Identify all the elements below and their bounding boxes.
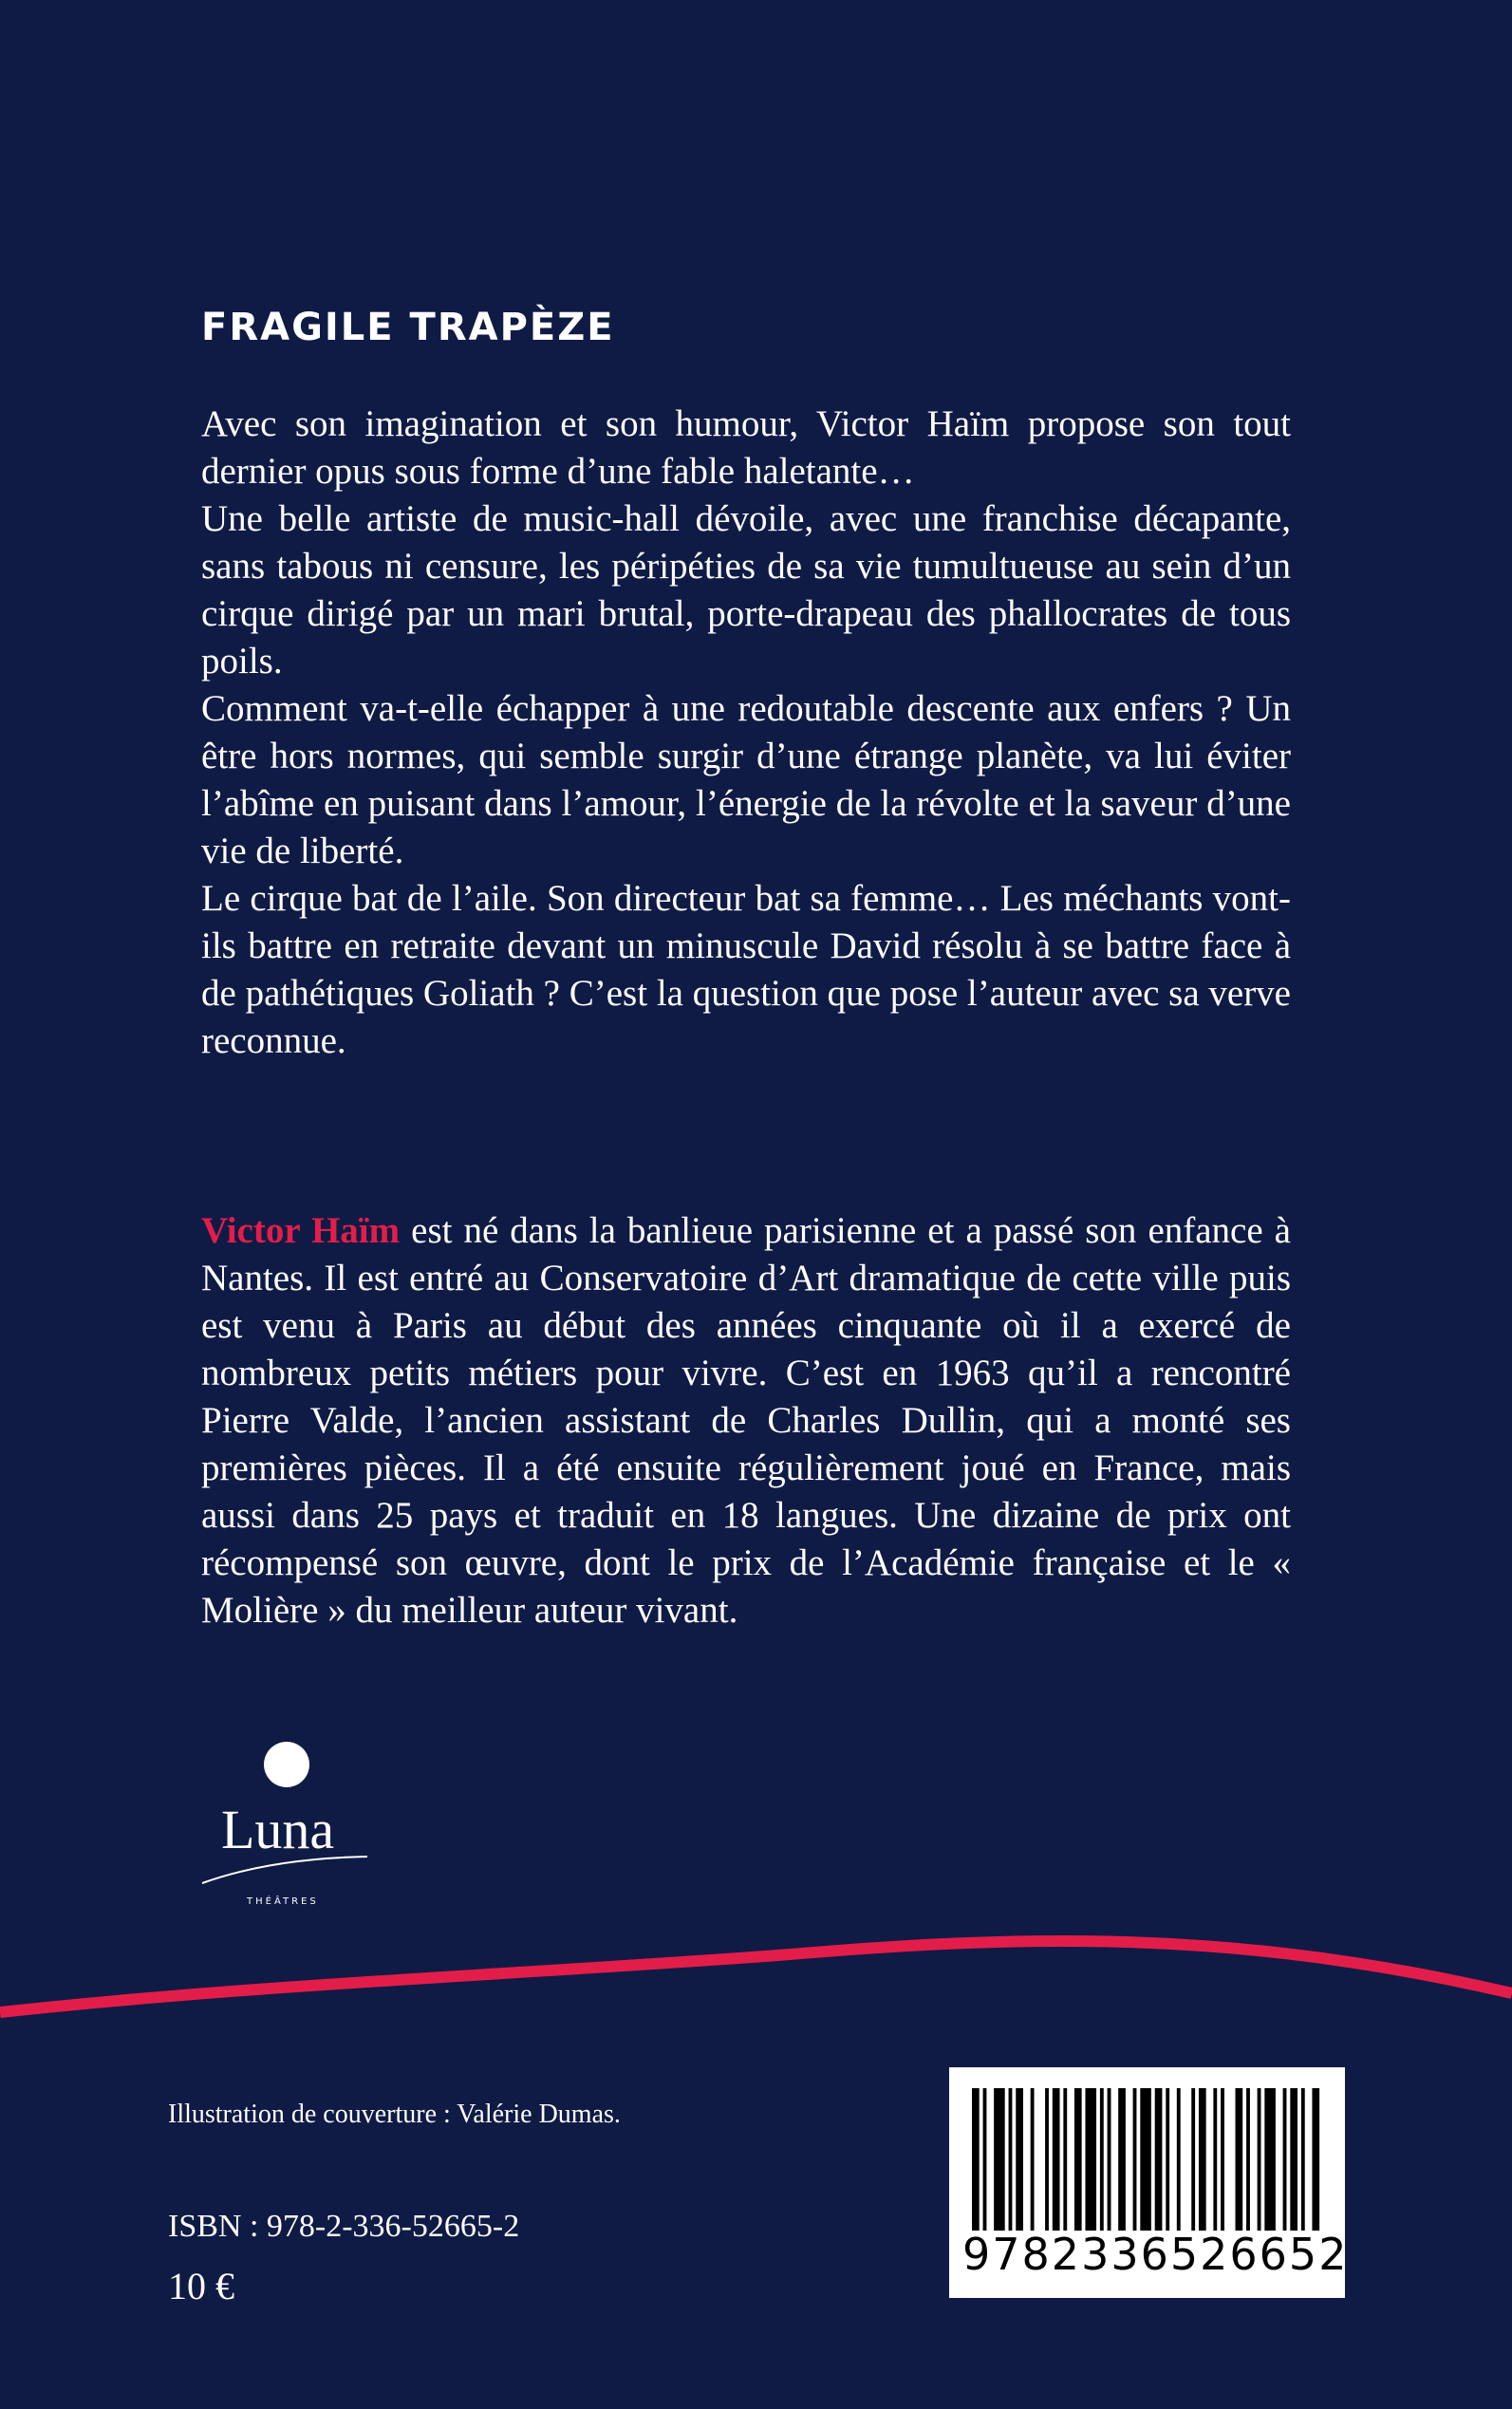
price: 10 €: [168, 2265, 234, 2307]
barcode-bar: [1258, 2088, 1261, 2231]
author-bio: [201, 1207, 1291, 1634]
synopsis-paragraph: Avec son imagination et son humour, Victor Haïm propose son tout dernier opus sous forme d’une fable haletante…: [201, 403, 1291, 492]
barcode-bar: [1199, 2088, 1206, 2231]
barcode-bar: [1264, 2088, 1276, 2231]
author-name: Victor Haïm: [201, 1210, 401, 1251]
moon-icon: [264, 1742, 309, 1787]
barcode-bar: [1221, 2088, 1224, 2231]
barcode-bar: [1053, 2088, 1060, 2231]
synopsis-paragraph: Le cirque bat de l’aile. Son directeur bat sa femme… Les méchants vont-ils battre en retraite devant un minuscule David résolu à se battre face à de pathétiques Goliath ? C’est la question que pose l’auteur avec sa verve reconnue.: [201, 878, 1291, 1061]
author-bio-text: est né dans la banlieue parisienne et a passé son enfance à Nantes. Il est entré au Conservatoire d’Art dramatique de cette ville puis est venu à Paris au début des années cinquante où il a exercé de nombreux petits métiers pour vivre. C’est en 1963 qu’il a rencontré Pierre Valde, l’ancien assistant de Charles Dullin, qui a monté ses premières pièces. Il a été ensuite régulièrement joué en France, mais aussi dans 25 pays et traduit en 18 langues. Une dizaine de prix ont récompensé son œuvre, dont le prix de l’Académie française et le « Molière » du meilleur auteur vivant.: [201, 1210, 1291, 1631]
barcode-bar: [1246, 2088, 1250, 2231]
barcode-bar: [983, 2088, 987, 2231]
barcode-bar: [1133, 2088, 1137, 2231]
barcode-bar: [1009, 2088, 1013, 2231]
publisher-logo: [195, 1737, 384, 1917]
barcode-digits: 9782336526652: [962, 2229, 1349, 2280]
illustration-credit: Illustration de couverture : Valérie Dumas.: [168, 2100, 621, 2129]
barcode-bar: [1213, 2088, 1217, 2231]
barcode-bar: [1045, 2088, 1049, 2231]
barcode-bar: [1031, 2088, 1035, 2231]
publisher-subtitle: THÉÂTRES: [247, 1896, 319, 1907]
barcode-bar: [1085, 2088, 1096, 2231]
barcode-bar: [1118, 2088, 1126, 2231]
barcode-bar: [1301, 2088, 1305, 2231]
barcode-bar: [972, 2088, 980, 2231]
isbn: ISBN : 978-2-336-52665-2: [168, 2209, 520, 2244]
book-title: FRAGILE TRAPÈZE: [201, 306, 615, 349]
barcode-bar: [1290, 2088, 1297, 2231]
barcode-bar: [1074, 2088, 1082, 2231]
synopsis: [201, 401, 1291, 1065]
barcode-bar: [1016, 2088, 1023, 2231]
red-wave-divider: [0, 1917, 1512, 2031]
barcode-bar: [1100, 2088, 1104, 2231]
synopsis-paragraph: Comment va-t-elle échapper à une redoutable descente aux enfers ? Un être hors normes, qui semble surgir d’une étrange planète, va lui éviter l’abîme en puisant dans l’amour, l’énergie de la révolte et la saveur d’une vie de liberté.: [201, 688, 1291, 871]
barcode-bar: [1155, 2088, 1163, 2231]
barcode-bar: [1283, 2088, 1287, 2231]
barcode-bar: [1312, 2088, 1319, 2231]
barcode-bar: [1177, 2088, 1181, 2231]
swoosh-icon: [195, 1851, 375, 1889]
barcode-bar: [1191, 2088, 1195, 2231]
barcode-bar: [1140, 2088, 1151, 2231]
barcode: [949, 2067, 1349, 2298]
synopsis-paragraph: Une belle artiste de music-hall dévoile, avec une franchise décapante, sans tabous ni censure, les péripéties de sa vie tumultueuse au sein d’un cirque dirigé par un mari brutal, porte-drapeau des phallocrates de tous poils.: [201, 498, 1291, 682]
barcode-bar: [994, 2088, 1005, 2231]
barcode-bar: [1108, 2088, 1111, 2231]
barcode-bar: [1166, 2088, 1169, 2231]
barcode-bars: [972, 2088, 1323, 2231]
barcode-bar: [1063, 2088, 1067, 2231]
barcode-bar: [1236, 2088, 1243, 2231]
publisher-name: Luna: [221, 1799, 335, 1860]
